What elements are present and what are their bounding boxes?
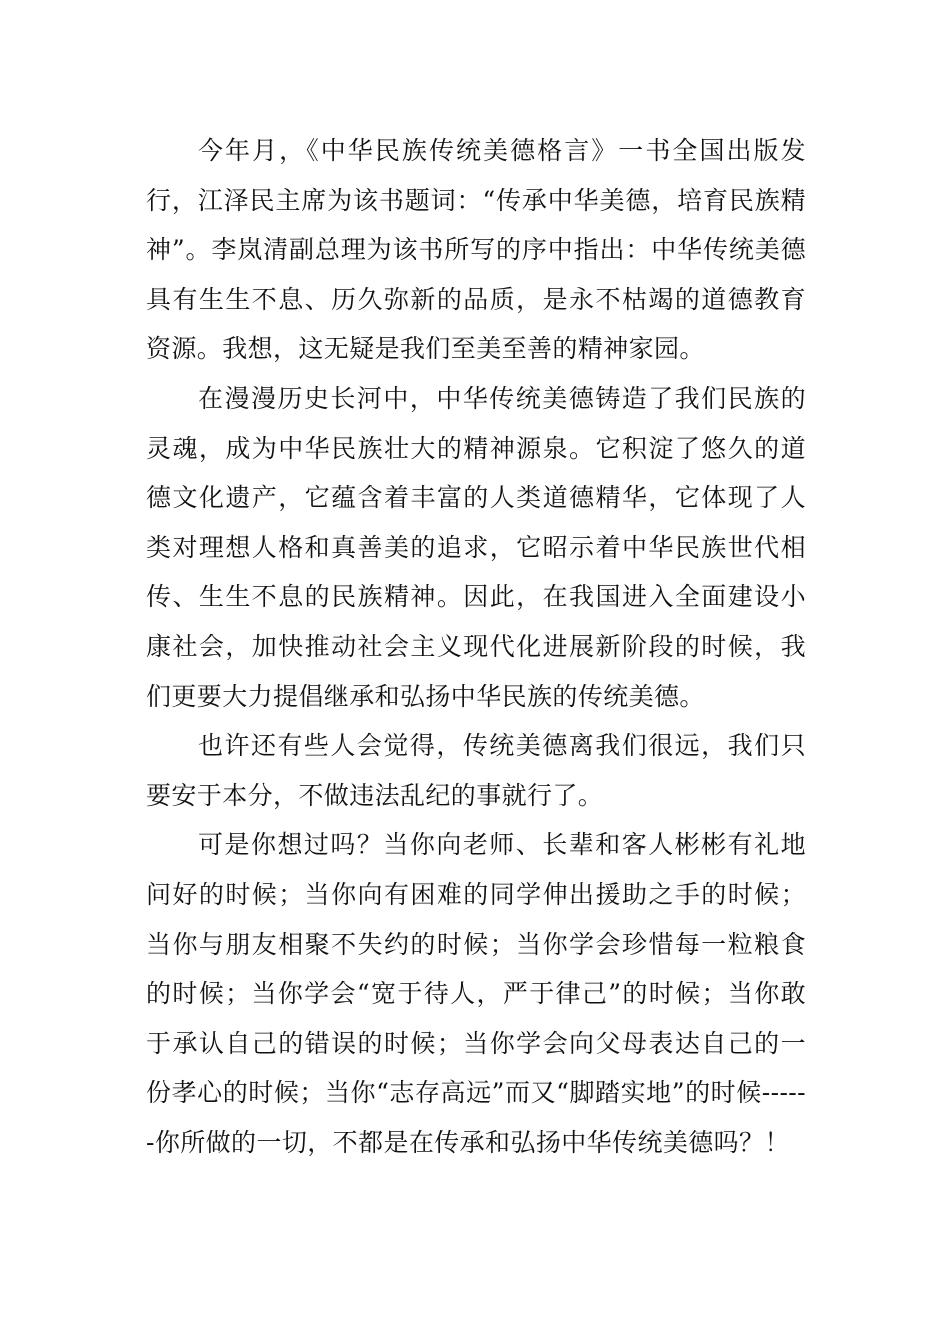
- paragraph-2: 在漫漫历史长河中，中华传统美德铸造了我们民族的灵魂，成为中华民族壮大的精神源泉。它积淀了悠久的道德文化遗产，它蕴含着丰富的人类道德精华，它体现了人类对理想人格和真善美的追求，它昭示着中华民族世代相传、生生不息的民族精神。因此，在我国进入全面建设小康社会，加快推动社会主义现代化进展新阶段的时候，我们更要大力提倡继承和弘扬中华民族的传统美德。: [146, 383, 806, 711]
- document-body: [146, 126, 806, 1167]
- paragraph-1: 今年月，《中华民族传统美德格言》一书全国出版发行，江泽民主席为该书题词：“传承中华美德，培育民族精神”。李岚清副总理为该书所写的序中指出：中华传统美德具有生生不息、历久弥新的品质，是永不枯竭的道德教育资源。我想，这无疑是我们至美至善的精神家园。: [146, 136, 806, 364]
- paragraph-3: 也许还有些人会觉得，传统美德离我们很远，我们只要安于本分，不做违法乱纪的事就行了。: [146, 731, 806, 810]
- paragraph-4: 可是你想过吗？当你向老师、长辈和客人彬彬有礼地问好的时候；当你向有困难的同学伸出援助之手的时候；当你与朋友相聚不失约的时候；当你学会珍惜每一粒粮食的时候；当你学会“宽于待人，严于律己”的时候；当你敢于承认自己的错误的时候；当你学会向父母表达自己的一份孝心的时候；当你“志存高远”而又“脚踏实地”的时候------你所做的一切，不都是在传承和弘扬中华传统美德吗？！: [146, 830, 806, 1157]
